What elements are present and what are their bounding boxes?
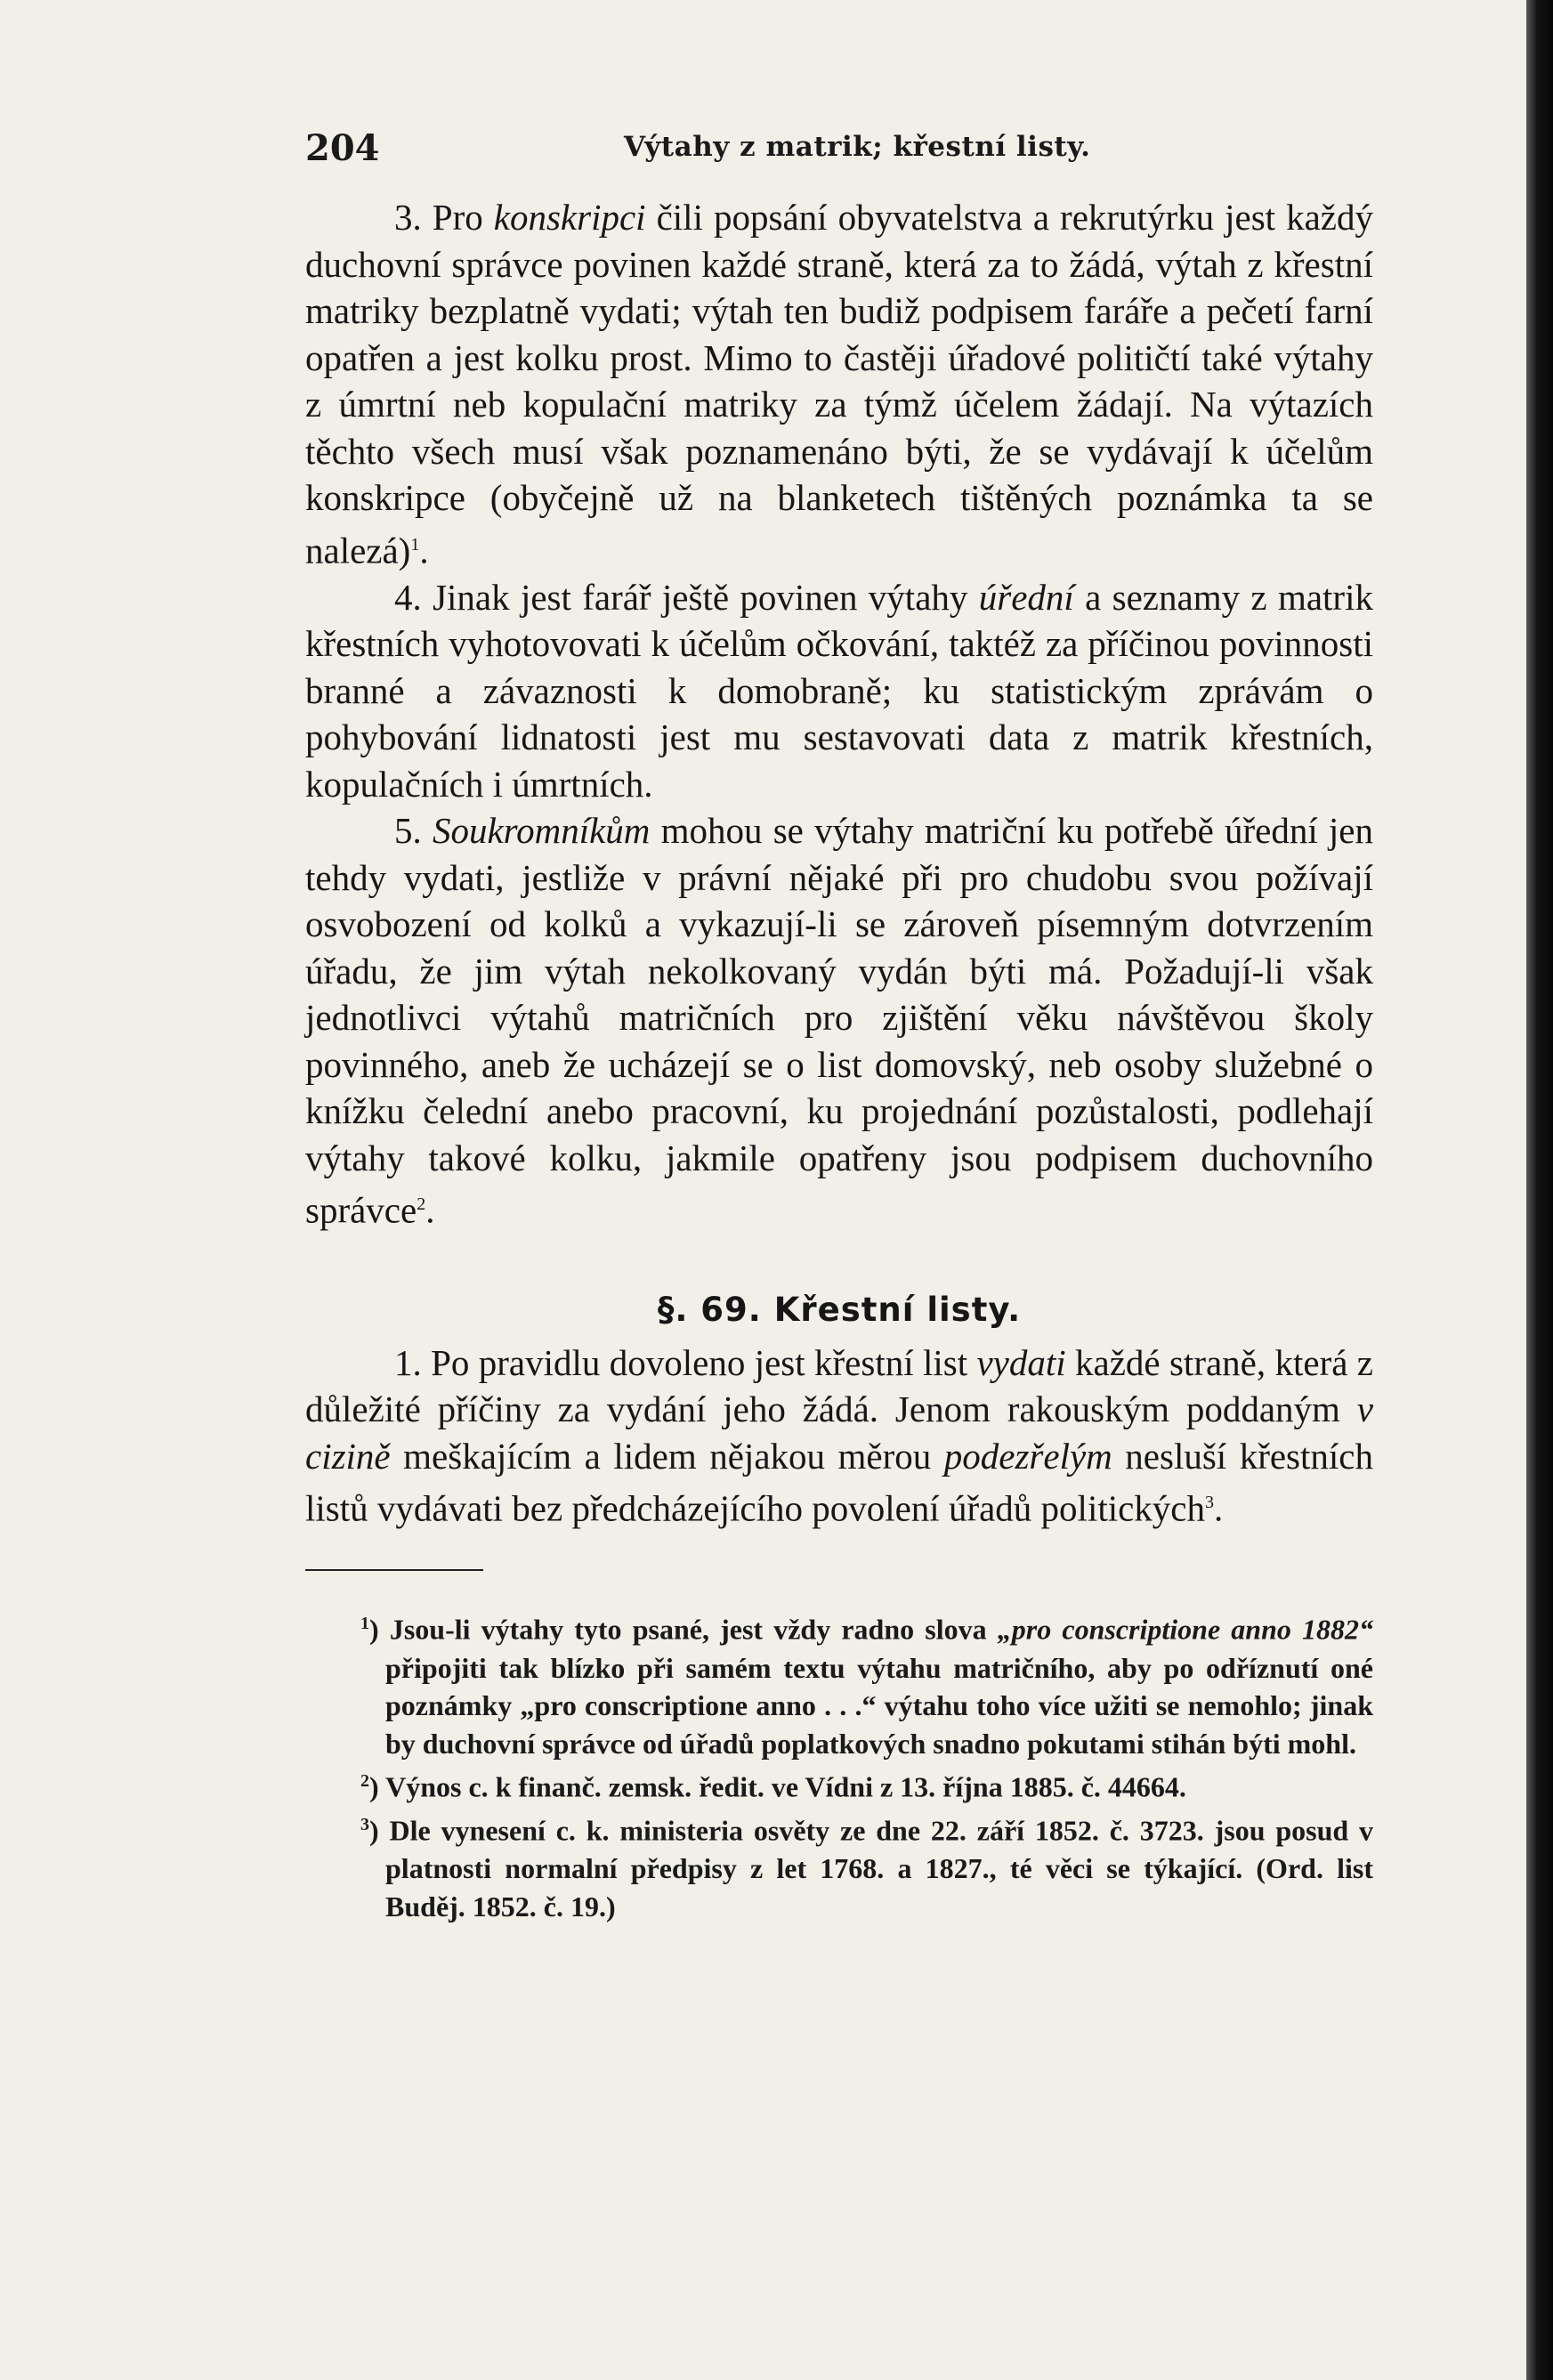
footnote-1-emphasis: „pro conscriptione anno 1882“ — [997, 1614, 1374, 1647]
p3-lead: 3. Pro — [394, 197, 494, 238]
section-heading: §. 69. Křestní listy. — [657, 1291, 1022, 1330]
footnote-3: $^3$) Dle vynesení c. k. ministeria osvěty ze dne 22. září 1852. č. 3723. jsou posud v platnosti normalní předpisy z let 1768. a 1827., té věci se týkající. (Ord. list Buděj. 1852. č. 19.) — [360, 1814, 1374, 1923]
s1-text-1: 1. Po pravidlu dovoleno jest křestní list — [394, 1341, 977, 1383]
footnote-2-mark: 2 — [360, 1771, 369, 1792]
footnote-1: $^1$) Jsou-li výtahy tyto psané, jest vždy radno slova „pro conscriptione anno 1882“ připojiti tak blízko při samém textu výtahu matričního, aby po odříznutí oné poznámky „pro conscriptione anno . . .“ výtahu toho více užiti se nemohlo; jinak by duchovní správce od úřadů poplatkových snadno pokutami stihán býti mohl. — [360, 1614, 1374, 1760]
running-title: Výtahy z matrik; křestní listy. — [624, 131, 1091, 163]
page-number: 204 — [305, 127, 380, 169]
footnote-3-text: Dle vynesení c. k. ministeria osvěty ze dne 22. září 1852. č. 3723. jsou posud v platnosti normalní předpisy z let 1768. a 1827., té věci se týkající. (Ord. list Buděj. 1852. č. 19.) — [385, 1814, 1374, 1923]
s1-text-4: nesluší křestních listů vydávati bez předcházejícího povolení úřadů politických — [305, 1435, 1373, 1529]
section-paragraph-1 — [305, 1340, 1373, 1533]
footnote-ref-3: 3 — [1205, 1493, 1215, 1513]
footnote-3-mark: 3 — [360, 1815, 369, 1835]
paragraph-3 — [305, 194, 1373, 574]
p5-lead: 5. — [394, 810, 433, 852]
s1-text-2: každé straně, která z důležité příčiny za vydání jeho žádá. Jenom rakouským poddaným — [305, 1341, 1373, 1430]
footnote-ref-1: 1 — [410, 534, 420, 555]
footnote-1-text-1: Jsou-li výtahy tyto psané, jest vždy radno slova — [389, 1614, 998, 1647]
footnote-1-text-2: připojiti tak blízko při samém textu výtahu matričního, aby po odříznutí oné poznámky „pro conscriptione anno . . .“ výtahu toho více užiti se nemohlo; jinak by duchovní správce od úřadů poplatkových snadno pokutami stihán býti mohl. — [385, 1651, 1373, 1760]
p3-text: čili popsání obyvatelstva a rekrutýrku jest každý duchovní správce povinen každé straně, která za to žádá, výtah z křestní matriky bezplatně vydati; výtah ten budiž podpisem faráře a pečetí farní opatřen a jest kolku prost. Mimo to častěji úřadové političtí také výtahy z úmrtní neb kopulační matriky za týmž účelem žádají. Na výtazích těchto všech musí však poznamenáno býti, že se vydávají k účelům konskripce (obyčejně už na blanketech tištěných poznámka ta se nalezá) — [305, 197, 1373, 571]
s1-emphasis-1: vydati — [976, 1341, 1066, 1383]
body-text — [305, 194, 1373, 1925]
p5-tail: . — [425, 1189, 435, 1231]
p4-lead: 4. Jinak jest farář ještě povinen výtahy — [394, 576, 979, 618]
footnote-2: $^2$) Výnos c. k finanč. zemsk. ředit. ve Vídni z 13. října 1885. č. 44664. — [360, 1770, 1186, 1803]
page-header — [305, 127, 1373, 181]
footnote-1-mark: 1 — [360, 1614, 369, 1634]
footnote-2-text: Výnos c. k finanč. zemsk. ředit. ve Vídni z 13. října 1885. č. 44664. — [385, 1770, 1186, 1803]
p5-emphasis: Soukromníkům — [432, 810, 651, 852]
s1-tail: . — [1214, 1487, 1224, 1529]
p4-emphasis: úřední — [978, 576, 1074, 618]
footnote-divider — [305, 1569, 483, 1571]
p5-text: mohou se výtahy matriční ku potřebě úřední jen tehdy vydati, jestliže v právní nějaké při pro chudobu svou požívají osvobození od kolků a vykazují-li se zároveň písemným dotvrzením úřadu, že jim výtah nekolkovaný vydán býti má. Požadují-li však jednotlivci výtahů matričních pro zjištění věku návštěvou školy povinného, aneb že ucházejí se o list domovský, neb osoby služebné o knížku čelední anebo pracovní, ku projednání pozůstalosti, podlehají výtahy takové kolku, jakmile opatřeny jsou podpisem duchovního správce — [305, 810, 1373, 1231]
paragraph-5 — [305, 807, 1373, 1234]
s1-emphasis-2: v cizině — [305, 1388, 1373, 1477]
paragraph-4 — [305, 574, 1373, 808]
scan-edge — [1526, 0, 1553, 2380]
p3-tail: . — [419, 530, 429, 571]
s1-text-3: meškajícím a lidem nějakou měrou — [390, 1435, 944, 1477]
p3-emphasis: konskripci — [493, 197, 646, 238]
p4-text: a seznamy z matrik křestních vyhotovovati k účelům očkování, taktéž za příčinou povinnosti branné a závaznosti k domobraně; ku statistickým zprávám o pohybování lidnatosti jest mu sestavovati data z matrik křestních, kopulačních i úmrtních. — [305, 576, 1373, 805]
s1-emphasis-3: podezřelým — [943, 1435, 1112, 1477]
footnote-ref-2: 2 — [417, 1194, 426, 1215]
